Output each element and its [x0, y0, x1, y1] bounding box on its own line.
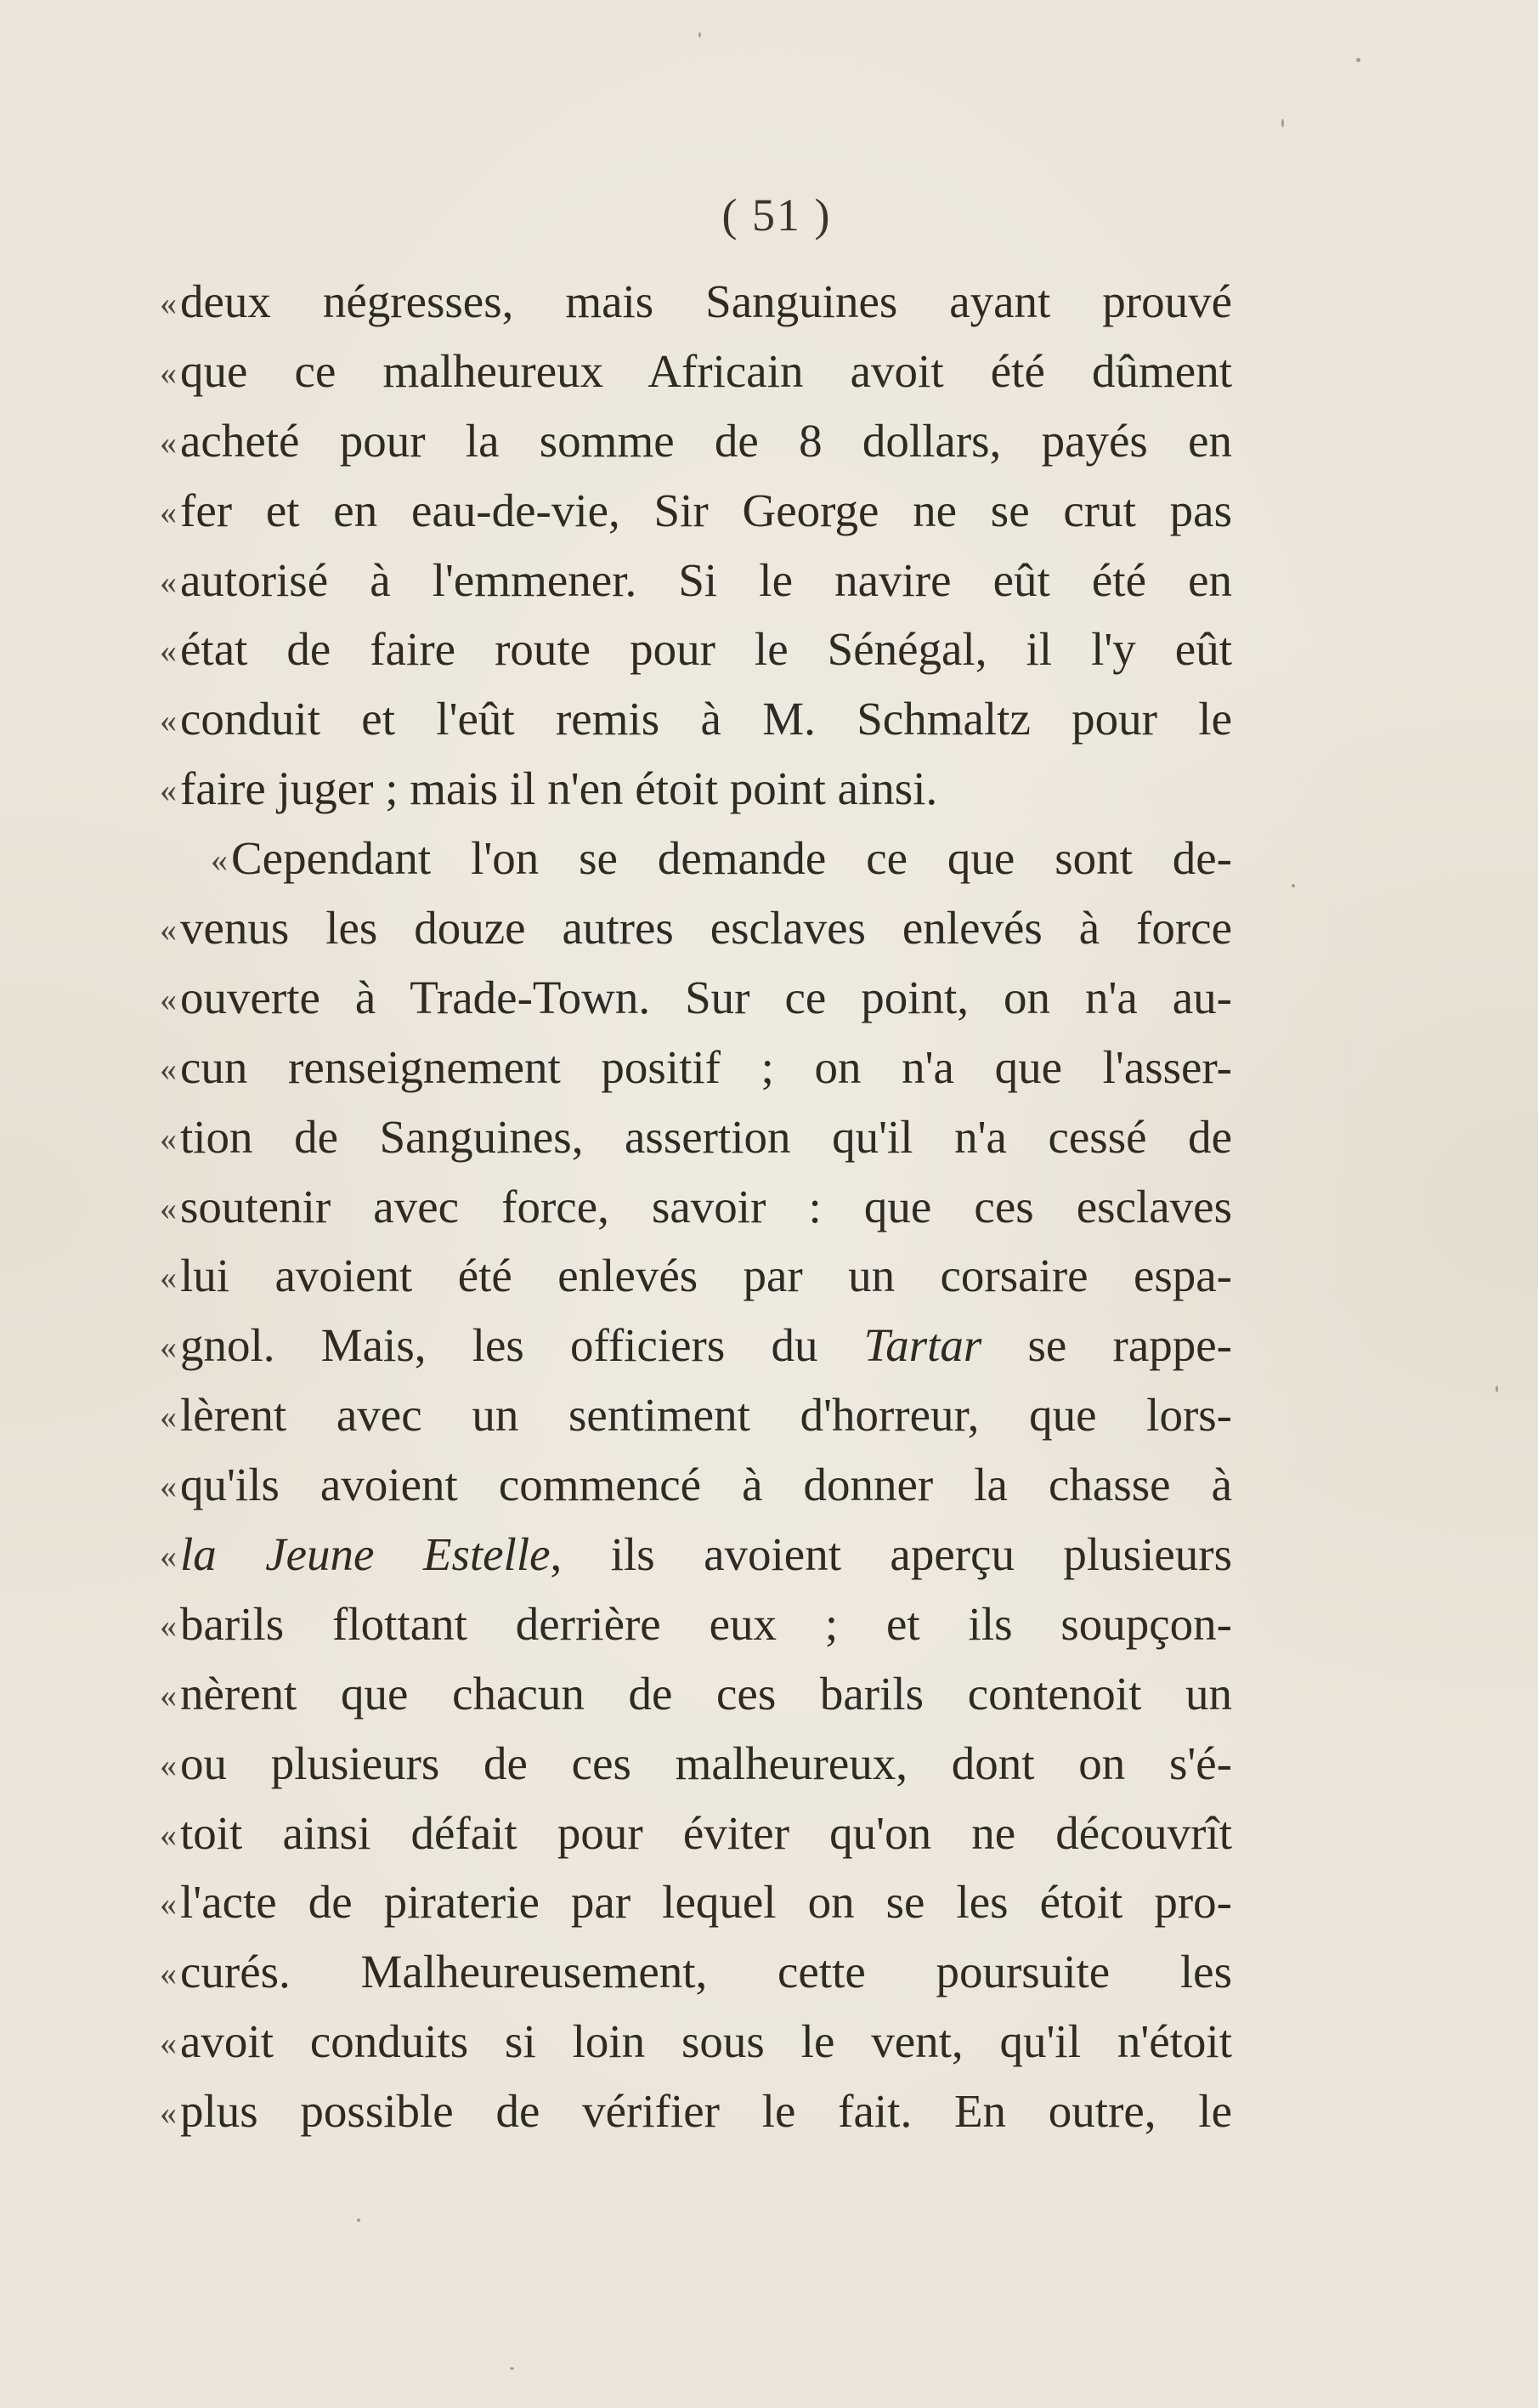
text-line [160, 684, 1232, 754]
text-line [160, 1450, 1232, 1520]
quote-mark: « [160, 1258, 177, 1297]
text-line [160, 1589, 1232, 1659]
text-line [160, 2007, 1232, 2077]
quote-mark: « [160, 2024, 177, 2063]
line-text: qu'ils avoient commencé à donner la chasse à [180, 1459, 1232, 1511]
text-line [160, 1867, 1232, 1937]
line-text: acheté pour la somme de 8 dollars, payés en [180, 414, 1232, 467]
quote-mark: « [211, 841, 228, 880]
ship-name-tartar: Tartar [863, 1319, 982, 1372]
line-text: cun renseignement positif ; on n'a que l'asser- [180, 1040, 1232, 1093]
text-line [160, 1311, 1232, 1380]
line-text: lui avoient été enlevés par un corsaire espa- [180, 1249, 1232, 1302]
text-line [160, 615, 1232, 684]
quote-mark: « [160, 979, 177, 1018]
quote-mark: « [160, 632, 177, 671]
quote-mark: « [160, 910, 177, 949]
line-text: que ce malheureux Africain avoit été dûment [180, 344, 1232, 397]
line-text: état de faire route pour le Sénégal, il l'y eût [180, 623, 1232, 676]
text-line [160, 1380, 1232, 1450]
quote-mark: « [160, 1397, 177, 1436]
line-text: venus les douze autres esclaves enlevés à force [180, 902, 1232, 955]
text-line-paragraph-start [160, 824, 1232, 893]
page-number: ( 51 ) [721, 190, 832, 241]
paper-speck [1496, 1385, 1498, 1392]
quote-mark: « [160, 284, 177, 322]
line-text: tion de Sanguines, assertion qu'il n'a cessé de [180, 1110, 1232, 1163]
text-line [160, 1520, 1232, 1589]
quote-mark: « [160, 1884, 177, 1924]
line-text: plus possible de vérifier le fait. En outre, le [180, 2085, 1232, 2138]
line-text: gnol. Mais, les officiers du [180, 1319, 864, 1372]
line-text: barils flottant derrière eux ; et ils soupçon- [180, 1597, 1232, 1650]
paper-speck [357, 2218, 360, 2222]
text-line [160, 476, 1232, 546]
quote-mark: « [160, 1467, 177, 1506]
quote-mark: « [160, 1675, 177, 1714]
line-text: nèrent que chacun de ces barils contenoit un [180, 1667, 1232, 1720]
line-text: lèrent avec un sentiment d'horreur, que lors- [180, 1389, 1232, 1442]
line-text: Cependant l'on se demande ce que sont de- [231, 832, 1232, 885]
quote-mark: « [160, 1954, 177, 1993]
quote-mark: « [160, 492, 177, 531]
text-line [160, 1729, 1232, 1799]
line-text: l'acte de piraterie par lequel on se les étoit pro- [180, 1876, 1232, 1929]
quote-mark: « [160, 1188, 177, 1227]
body-text [160, 267, 1232, 2146]
paper-speck [698, 32, 701, 37]
text-line [160, 337, 1232, 406]
line-text: soutenir avec force, savoir : que ces esclaves [180, 1180, 1232, 1232]
quote-mark: « [160, 1537, 177, 1576]
ship-name-jeune-estelle: la Jeune Estelle [180, 1528, 551, 1581]
paper-speck [1356, 58, 1360, 62]
paper-speck [510, 2367, 514, 2370]
line-text: conduit et l'eût remis à M. Schmaltz pour le [180, 693, 1232, 745]
line-text-after: , ils avoient aperçu plusieurs [550, 1528, 1233, 1581]
line-text: avoit conduits si loin sous le vent, qu'il n'étoit [180, 2015, 1232, 2068]
text-line [160, 406, 1232, 476]
line-text: toit ainsi défait pour éviter qu'on ne découvrît [180, 1806, 1232, 1859]
text-line [160, 1937, 1232, 2007]
text-line [160, 893, 1232, 963]
text-line [160, 2077, 1232, 2146]
quote-mark: « [160, 771, 177, 810]
text-line [160, 267, 1232, 337]
quote-mark: « [160, 353, 177, 392]
text-line [160, 546, 1232, 615]
paper-speck [1281, 119, 1284, 127]
line-text: ouverte à Trade-Town. Sur ce point, on n'a au- [180, 971, 1232, 1023]
line-text: fer et en eau-de-vie, Sir George ne se crut pas [180, 484, 1232, 536]
quote-mark: « [160, 1745, 177, 1784]
text-line [160, 1659, 1232, 1729]
quote-mark: « [160, 422, 177, 462]
line-text: deux négresses, mais Sanguines ayant prouvé [180, 275, 1232, 327]
quote-mark: « [160, 1119, 177, 1158]
text-line-paragraph-end [160, 754, 1232, 824]
quote-mark: « [160, 562, 177, 601]
line-text-after: se rappe- [981, 1319, 1232, 1372]
text-line [160, 1241, 1232, 1311]
quote-mark: « [160, 1049, 177, 1088]
text-line [160, 1799, 1232, 1868]
line-text: ou plusieurs de ces malheureux, dont on s'é- [180, 1737, 1232, 1789]
text-line [160, 1172, 1232, 1242]
quote-mark: « [160, 2094, 177, 2133]
quote-mark: « [160, 1815, 177, 1854]
text-line [160, 963, 1232, 1033]
paper-speck [1292, 884, 1295, 887]
line-text: autorisé à l'emmener. Si le navire eût été en [180, 553, 1232, 606]
quote-mark: « [160, 1606, 177, 1645]
quote-mark: « [160, 701, 177, 740]
text-line [160, 1102, 1232, 1172]
text-line [160, 1033, 1232, 1102]
quote-mark: « [160, 1328, 177, 1367]
line-text: curés. Malheureusement, cette poursuite les [180, 1946, 1232, 1998]
line-text: faire juger ; mais il n'en étoit point ainsi. [180, 762, 938, 815]
